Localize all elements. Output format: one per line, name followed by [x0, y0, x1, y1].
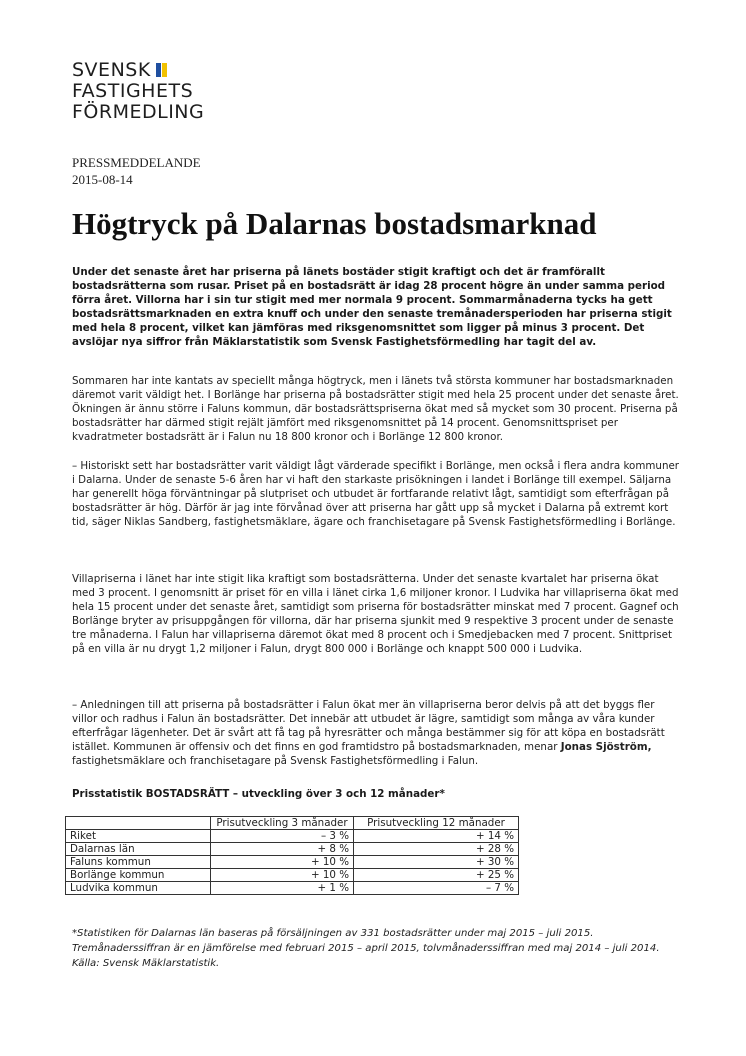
- table-cell-12m: + 28 %: [354, 843, 519, 856]
- table-cell-3m: – 3 %: [211, 830, 354, 843]
- swedish-flag-icon: [156, 61, 167, 75]
- table-row: [66, 882, 519, 895]
- table-cell-3m: + 10 %: [211, 869, 354, 882]
- price-statistics-table: [65, 816, 519, 895]
- paragraph-4-tail: fastighetsmäklare och franchisetagare på Svensk Fastighetsförmedling i Falun.: [72, 755, 479, 768]
- logo-line-1: SVENSK: [72, 60, 204, 81]
- table-header-row: [66, 817, 519, 830]
- paragraph-4: [72, 698, 682, 768]
- press-header: [72, 154, 201, 188]
- table-cell-3m: + 10 %: [211, 856, 354, 869]
- quoted-person-name: Jonas Sjöström,: [560, 741, 652, 754]
- table-row: [66, 830, 519, 843]
- table-cell-3m: + 8 %: [211, 843, 354, 856]
- lead-paragraph: Under det senaste året har priserna på länets bostäder stigit kraftigt och det är framförallt bostadsrätterna som rusar. Priset på en bostadsrätt är idag 28 procent högre än under samma period förra året. Villorna har i sin tur stigit med mer normala 9 procent. Sommarmånaderna tycks ha gett bostadsrättsmarknaden en extra knuff och under den senaste tremånadersperioden har priserna stigit med hela 8 procent, vilket kan jämföras med riksgenomsnittet som ligger på minus 3 procent. Det avslöjar nya siffror från Mäklarstatistik som Svensk Fastighetsförmedling har tagit del av.: [72, 266, 672, 349]
- table-footnote: *Statistiken för Dalarnas län baseras på försäljningen av 331 bostadsrätter under maj 2015 – juli 2015. Tremånaderssiffran är en jämförelse med februari 2015 – april 2015, tolvmånaderssiffran med maj 2014 – juli 2014. Källa: Svensk Mäklarstatistik.: [72, 928, 660, 969]
- company-logo: [72, 60, 204, 123]
- press-kind: PRESSMEDDELANDE: [72, 155, 201, 170]
- table-cell-12m: + 14 %: [354, 830, 519, 843]
- table-row: [66, 856, 519, 869]
- table-cell-region: Faluns kommun: [66, 856, 211, 869]
- logo-line-2: FASTIGHETS: [72, 80, 194, 102]
- table-header-cell: Prisutveckling 12 månader: [354, 817, 519, 830]
- table-cell-region: Riket: [66, 830, 211, 843]
- table-row: [66, 843, 519, 856]
- table-cell-region: Borlänge kommun: [66, 869, 211, 882]
- paragraph-1: Sommaren har inte kantats av speciellt många högtryck, men i länets två största kommuner har bostadsmarknaden däremot varit väldigt het. I Borlänge har priserna på bostadsrätter stigit med hela 25 procent under det senaste året. Ökningen är ännu större i Faluns kommun, där bostadsrättspriserna ökat med så mycket som 30 procent. Priserna på bostadsrätter har därmed stigit rejält jämfört med riksgenomsnittet på 14 procent. Genomsnittspriset per kvadratmeter bostadsrätt är i Falun nu 18 800 kronor och i Borlänge 12 800 kronor.: [72, 375, 679, 444]
- press-date: 2015-08-14: [72, 172, 133, 187]
- table-cell-region: Dalarnas län: [66, 843, 211, 856]
- table-row: [66, 869, 519, 882]
- table-cell-3m: + 1 %: [211, 882, 354, 895]
- table-cell-region: Ludvika kommun: [66, 882, 211, 895]
- table-cell-12m: – 7 %: [354, 882, 519, 895]
- table-header-cell: Prisutveckling 3 månader: [211, 817, 354, 830]
- page-title: Högtryck på Dalarnas bostadsmarknad: [72, 206, 597, 241]
- logo-line-3: FÖRMEDLING: [72, 101, 205, 123]
- paragraph-2: – Historiskt sett har bostadsrätter varit väldigt lågt värderade specifikt i Borlänge, men också i flera andra kommuner i Dalarna. Under de senaste 5-6 åren har vi haft den starkaste prisökningen i landet i Borlänge till exempel. Säljarna har generellt höga förväntningar på slutpriset och utbudet är fortfarande relativt lågt, samtidigt som efterfrågan på bostadsrätter är hög. Därför är jag inte förvånad över att priserna har gått upp så mycket i Dalarna på extremt kort tid, säger Niklas Sandberg, fastighetsmäklare, ägare och franchisetagare på Svensk Fastighetsförmedling i Borlänge.: [72, 460, 680, 529]
- paragraph-3: Villapriserna i länet har inte stigit lika kraftigt som bostadsrätterna. Under det senaste kvartalet har priserna ökat med 3 procent. I genomsnitt är priset för en villa i länet cirka 1,6 miljoner kronor. I Ludvika har villapriserna ökat med hela 15 procent under det senaste året, samtidigt som priserna för bostadsrätter minskat med 7 procent. Gagnef och Borlänge bryter av prisuppgången för villorna, där har priserna sjunkit med 9 respektive 3 procent under de senaste tre månaderna. I Falun har villapriserna däremot ökat med 8 procent och i Smedjebacken med 7 procent. Snittpriset på en villa är nu drygt 1,2 miljoner i Falun, drygt 800 000 i Borlänge och knappt 500 000 i Ludvika.: [72, 573, 679, 656]
- table-cell-12m: + 25 %: [354, 869, 519, 882]
- table-header-cell: [66, 817, 211, 830]
- table-cell-12m: + 30 %: [354, 856, 519, 869]
- paragraph-4-text: – Anledningen till att priserna på bostadsrätter i Falun ökat mer än villapriserna beror delvis på att det byggs fler villor och radhus i Falun än bostadsrätter. Det innebär att utbudet är lägre, samtidigt som många av våra kunder efterfrågar lägenheter. Det är svårt att få tag på hyresrätter och många bestämmer sig för att köpa en bostadsrätt istället. Kommunen är offensiv och det finns en god framtidstro på bostadsmarknaden, menar: [72, 699, 665, 754]
- table-title: Prisstatistik BOSTADSRÄTT – utveckling över 3 och 12 månader*: [72, 788, 445, 800]
